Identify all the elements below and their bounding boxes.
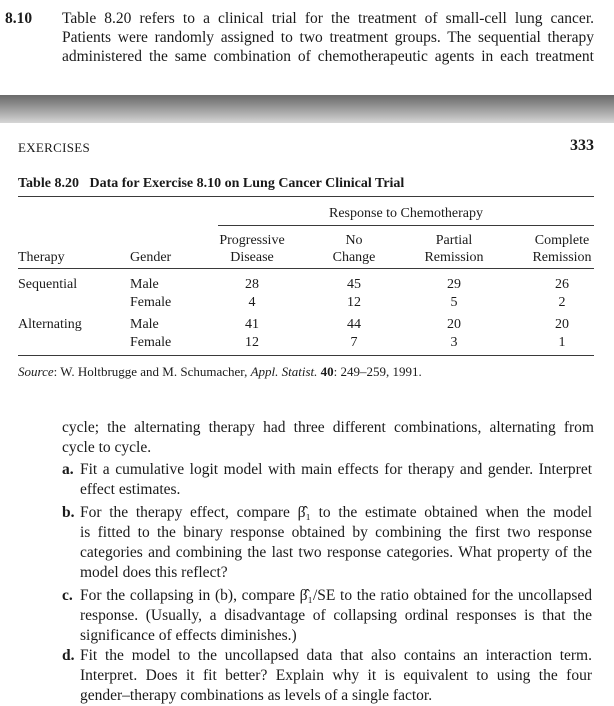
item-d-line: Fit the model to the uncollapsed data that also contains an interaction term. <box>80 647 592 664</box>
column-header-partial: Partial <box>435 233 473 248</box>
table-cell-gender: Female <box>130 335 172 350</box>
source-journal: Appl. Statist. <box>250 364 318 379</box>
item-a-line: effect estimates. <box>80 481 181 498</box>
source-volume: 40 <box>320 364 334 379</box>
table-cell-value: 29 <box>447 277 461 292</box>
source-authors: : W. Holtbrugge and M. Schumacher, <box>53 364 251 379</box>
item-label-b: b. <box>62 504 75 521</box>
table-cell-value: 28 <box>245 277 259 292</box>
item-label-c: c. <box>62 587 73 604</box>
item-b-line: categories and combining the last two response categories. What property of the <box>80 544 592 561</box>
table-cell-value: 45 <box>347 277 361 292</box>
page-break-band <box>0 95 614 123</box>
item-a-line: Fit a cumulative logit model with main effects for therapy and gender. Interpret <box>80 461 592 478</box>
item-c-line: significance of effects diminishes.) <box>80 627 297 644</box>
column-header-no-change: Change <box>332 250 376 265</box>
table-caption-text: Data for Exercise 8.10 on Lung Cancer Clinical Trial <box>89 176 405 191</box>
table-caption <box>18 176 404 192</box>
table-cell-value: 41 <box>245 317 259 332</box>
column-header-complete: Complete <box>534 233 590 248</box>
column-header-progressive: Disease <box>230 250 274 265</box>
table-cell-value: 5 <box>450 295 458 310</box>
source-pages: : 249–259, 1991. <box>333 364 422 379</box>
header-bottom-rule <box>18 268 594 269</box>
exercise-intro-line: Table 8.20 refers to a clinical trial for the treatment of small-cell lung cancer. <box>62 10 594 27</box>
table-cell-value: 2 <box>558 295 566 310</box>
table-top-rule <box>18 196 594 197</box>
table-cell-value: 26 <box>555 277 569 292</box>
item-b-line: is fitted to the binary response obtained by combining the first two response <box>80 524 592 541</box>
item-label-a: a. <box>62 461 74 478</box>
page-number: 333 <box>570 137 594 154</box>
table-cell-value: 20 <box>555 317 569 332</box>
table-cell-value: 12 <box>347 295 361 310</box>
item-label-d: d. <box>62 647 75 664</box>
column-header-no-change: No <box>345 233 363 248</box>
table-cell-therapy: Alternating <box>18 317 82 332</box>
item-d-line: Interpret. Does it fit better? Explain why it is equivalent to using the four <box>80 667 592 684</box>
column-header-gender: Gender <box>130 250 172 265</box>
table-cell-value: 20 <box>447 317 461 332</box>
response-spanner: Response to Chemotherapy <box>329 206 483 221</box>
table-cell-value: 7 <box>350 335 358 350</box>
exercise-number: 8.10 <box>5 10 33 27</box>
running-header: EXERCISES <box>18 140 91 155</box>
table-cell-value: 1 <box>558 335 566 350</box>
item-b-line: model does this reflect? <box>80 564 228 581</box>
table-cell-gender: Male <box>130 317 159 332</box>
item-c-line: For the collapsing in (b), compare β̂₁/SE to the ratio obtained for the uncollapsed <box>80 587 592 604</box>
table-source <box>18 364 422 380</box>
table-cell-value: 3 <box>450 335 458 350</box>
spanner-rule <box>218 225 594 226</box>
item-d-line: gender–therapy combinations as levels of a single factor. <box>80 687 433 704</box>
table-cell-gender: Male <box>130 277 159 292</box>
column-header-partial: Remission <box>424 250 484 265</box>
column-header-therapy: Therapy <box>18 250 65 265</box>
continuation-line: cycle to cycle. <box>62 439 152 456</box>
table-cell-therapy: Sequential <box>18 277 78 292</box>
table-caption-label: Table 8.20 <box>18 176 79 191</box>
item-b-line: For the therapy effect, compare β̂₁ to the estimate obtained when the model <box>80 504 592 521</box>
column-header-progressive: Progressive <box>219 233 285 248</box>
table-cell-value: 12 <box>245 335 259 350</box>
table-cell-value: 44 <box>347 317 361 332</box>
table-cell-gender: Female <box>130 295 172 310</box>
item-c-line: response. (Usually, a disadvantage of collapsing ordinal responses is that the <box>80 607 592 624</box>
table-cell-value: 4 <box>248 295 256 310</box>
exercise-intro-line: administered the same combination of chemotherapeutic agents in each treatment <box>62 48 594 65</box>
source-label: Source <box>18 364 54 379</box>
column-header-complete: Remission <box>532 250 592 265</box>
table-bottom-rule <box>18 355 594 356</box>
exercise-intro-line: Patients were randomly assigned to two treatment groups. The sequential therapy <box>62 29 594 46</box>
continuation-line: cycle; the alternating therapy had three different combinations, alternating from <box>62 419 594 436</box>
